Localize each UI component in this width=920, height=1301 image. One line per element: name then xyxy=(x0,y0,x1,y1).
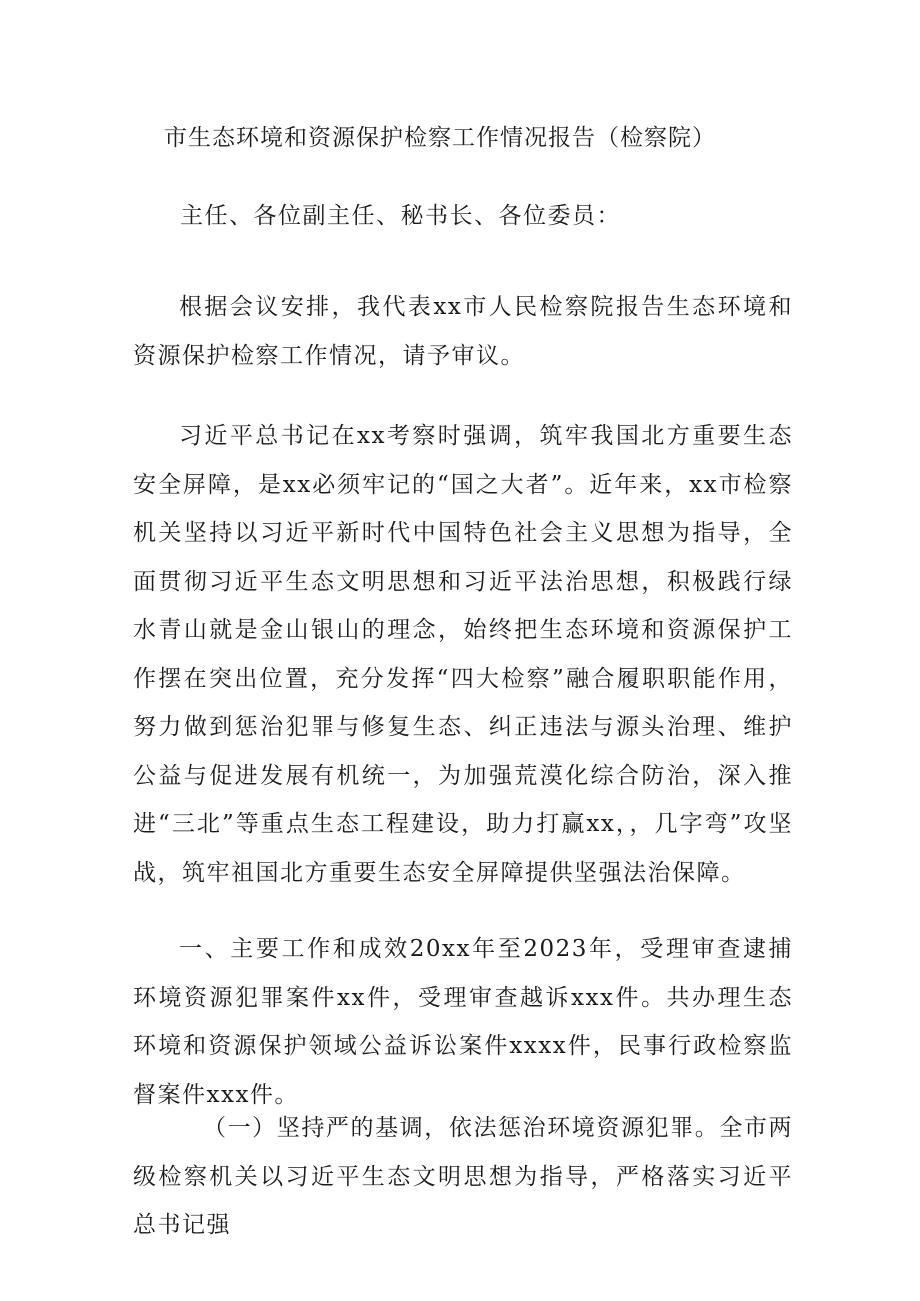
paragraph-background: 习近平总书记在xx考察时强调，筑牢我国北方重要生态安全屏障，是xx必须牢记的“国之大者”。近年来，xx市检察机关坚持以习近平新时代中国特色社会主义思想为指导，全面贯彻习近平生态文明思想和习近平法治思想，积极践行绿水青山就是金山银山的理念，始终把生态环境和资源保护工作摆在突出位置，充分发挥“四大检察”融合履职职能作用，努力做到惩治犯罪与修复生态、纠正违法与源头治理、维护公益与促进发展有机统一，为加强荒漠化综合防治，深入推进“三北”等重点生态工程建设，助力打赢xx，，几字弯”攻坚战，筑牢祖国北方重要生态安全屏障提供坚强法治保障。 xyxy=(133,423,793,886)
document-title: 市生态环境和资源保护检察工作情况报告（检察院） xyxy=(164,125,716,151)
paragraph-section-one: （一）坚持严的基调，依法惩治环境资源犯罪。全市两级检察机关以习近平生态文明思想为指导，严格落实习近平总书记强 xyxy=(133,1115,793,1238)
paragraph-intro: 根据会议安排，我代表xx市人民检察院报告生态环境和资源保护检察工作情况，请予审议。 xyxy=(133,294,793,369)
paragraph-main-work: 一、主要工作和成效20xx年至2023年，受理审查逮捕环境资源犯罪案件xx件，受理审查越诉xxx件。共办理生态环境和资源保护领域公益诉讼案件xxxx件，民事行政检察监督案件xxx件。 xyxy=(133,936,793,1108)
salutation: 主任、各位副主任、秘书长、各位委员： xyxy=(180,203,621,229)
